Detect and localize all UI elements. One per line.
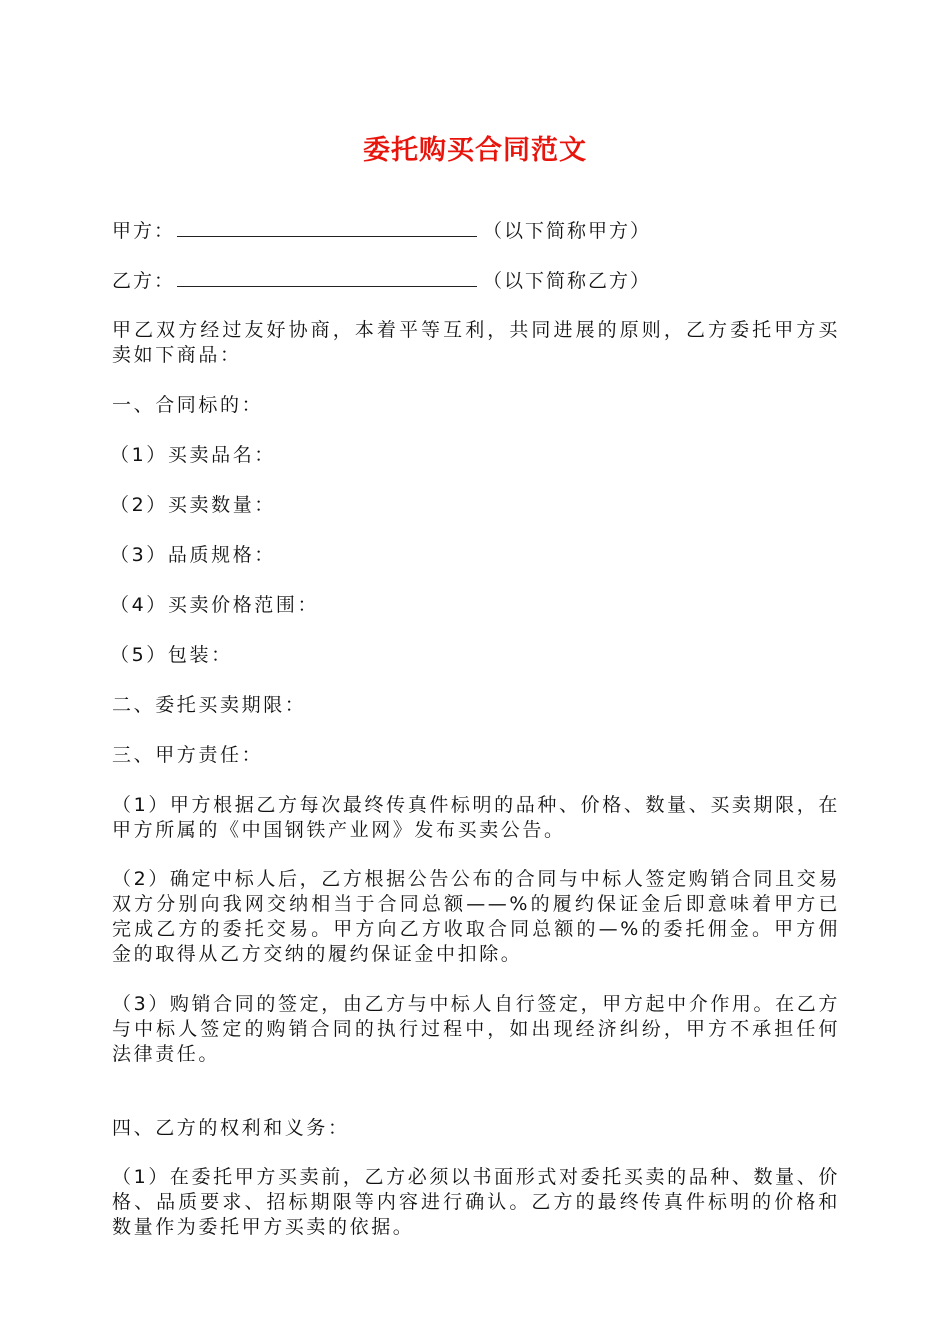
party-b-suffix: （以下简称乙方） — [483, 270, 652, 292]
section3-item-3: （3）购销合同的签定，由乙方与中标人自行签定，甲方起中介作用。在乙方与中标人签定的购销合同的执行过程中，如出现经济纠纷，甲方不承担任何法律责任。 — [112, 993, 840, 1065]
document-title: 委托购买合同范文 — [363, 135, 587, 166]
party-a-suffix: （以下简称甲方） — [483, 220, 652, 242]
section3-item-1: （1）甲方根据乙方每次最终传真件标明的品种、价格、数量、买卖期限，在甲方所属的《中国钢铁产业网》发布买卖公告。 — [112, 794, 840, 841]
party-b-line — [112, 268, 651, 294]
party-a-label: 甲方： — [112, 220, 176, 242]
party-b-label: 乙方： — [112, 270, 176, 292]
party-a-line — [112, 218, 651, 244]
section4-item-1: （1）在委托甲方买卖前，乙方必须以书面形式对委托买卖的品种、数量、价格、品质要求、招标期限等内容进行确认。乙方的最终传真件标明的价格和数量作为委托甲方买卖的依据。 — [112, 1166, 840, 1238]
section1-item-3: （3）品质规格： — [110, 544, 276, 566]
section2-heading: 二、委托买卖期限： — [112, 694, 307, 716]
section3-heading: 三、甲方责任： — [112, 744, 264, 766]
section1-item-2: （2）买卖数量： — [110, 494, 276, 516]
party-b-blank — [177, 268, 477, 287]
party-a-blank — [177, 218, 477, 237]
section1-item-4: （4）买卖价格范围： — [110, 594, 320, 616]
section4-heading: 四、乙方的权利和义务： — [112, 1117, 350, 1139]
section1-item-1: （1）买卖品名： — [110, 444, 276, 466]
section3-item-2: （2）确定中标人后，乙方根据公告公布的合同与中标人签定购销合同且交易双方分别向我网交纳相当于合同总额——%的履约保证金后即意味着甲方已完成乙方的委托交易。甲方向乙方收取合同总额的—%的委托佣金。甲方佣金的取得从乙方交纳的履约保证金中扣除。 — [112, 868, 840, 965]
section1-heading: 一、合同标的： — [112, 394, 264, 416]
intro-paragraph: 甲乙双方经过友好协商，本着平等互利，共同进展的原则，乙方委托甲方买卖如下商品： — [112, 319, 840, 366]
section1-item-5: （5）包装： — [110, 644, 233, 666]
